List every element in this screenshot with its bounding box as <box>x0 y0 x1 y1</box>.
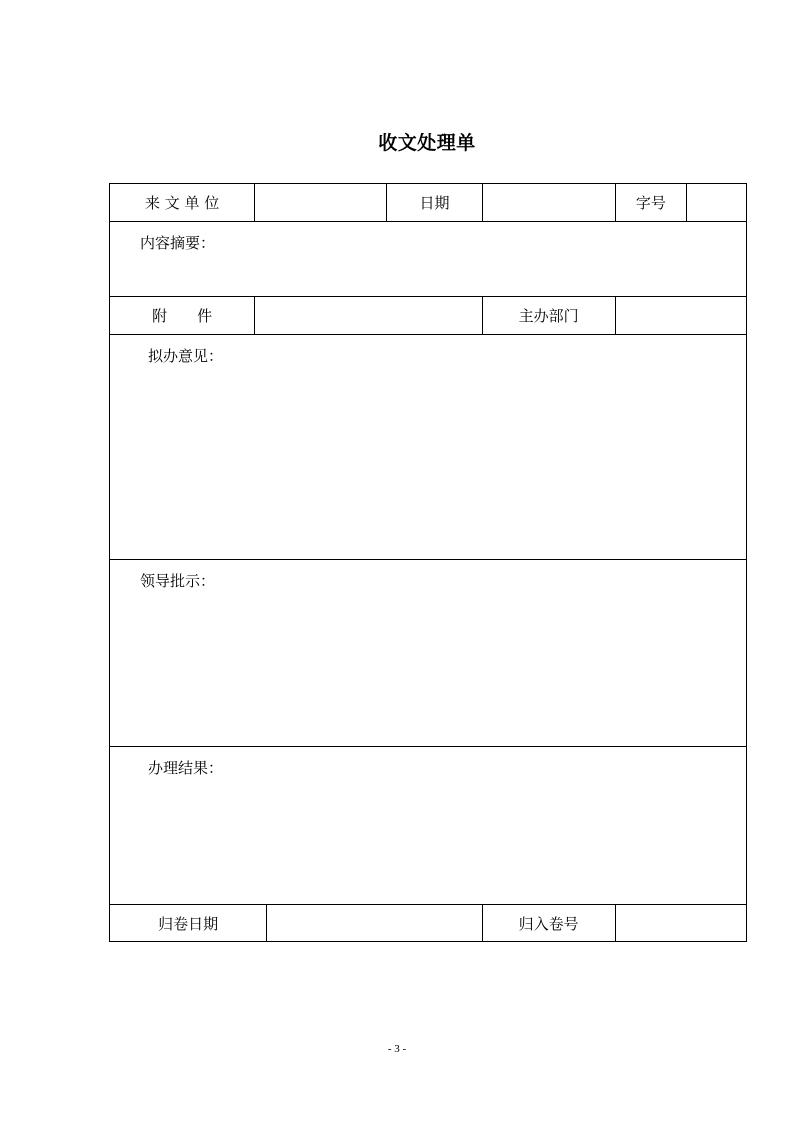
doc-number-field[interactable] <box>686 184 746 222</box>
host-dept-label-cell <box>482 297 615 335</box>
proposal-cell[interactable] <box>110 335 747 560</box>
source-unit-field[interactable] <box>255 184 387 222</box>
volume-number-field[interactable] <box>615 905 746 942</box>
source-unit-label: 来 文 单 位 <box>144 194 220 212</box>
attachment-label-cell <box>110 297 255 335</box>
leader-instruction-cell[interactable] <box>110 560 747 747</box>
handling-result-cell[interactable] <box>110 747 747 905</box>
page-number: - 3 - <box>387 1043 407 1055</box>
form-row-summary <box>110 222 747 297</box>
date-field[interactable] <box>482 184 615 222</box>
volume-number-label-cell <box>482 905 615 942</box>
date-label: 日期 <box>419 194 450 212</box>
page-title: 收文处理单 <box>378 132 476 154</box>
host-dept-field[interactable] <box>615 297 746 335</box>
attachment-field[interactable] <box>255 297 482 335</box>
archive-date-label: 归卷日期 <box>158 914 219 933</box>
summary-cell[interactable] <box>110 222 747 297</box>
date-label-cell <box>387 184 482 222</box>
form-row-handling-result <box>110 747 747 905</box>
doc-number-label: 字号 <box>635 194 666 212</box>
form-row-archive <box>110 905 747 942</box>
attachment-label: 附 件 <box>152 307 213 325</box>
host-dept-label: 主办部门 <box>518 307 579 325</box>
leader-instruction-label: 领导批示： <box>140 572 216 590</box>
archive-date-label-cell <box>110 905 267 942</box>
handling-result-label: 办理结果： <box>148 759 224 777</box>
source-unit-label-cell <box>110 184 255 222</box>
doc-number-label-cell <box>615 184 686 222</box>
proposal-label: 拟办意见： <box>148 347 224 365</box>
form-row-leader-instruction <box>110 560 747 747</box>
volume-number-label: 归入卷号 <box>518 914 579 933</box>
summary-label: 内容摘要： <box>140 234 216 252</box>
form-row-attachment <box>110 297 747 335</box>
document-receipt-form <box>109 183 747 942</box>
form-row-proposal <box>110 335 747 560</box>
form-row-source <box>110 184 747 222</box>
archive-date-field[interactable] <box>267 905 482 942</box>
